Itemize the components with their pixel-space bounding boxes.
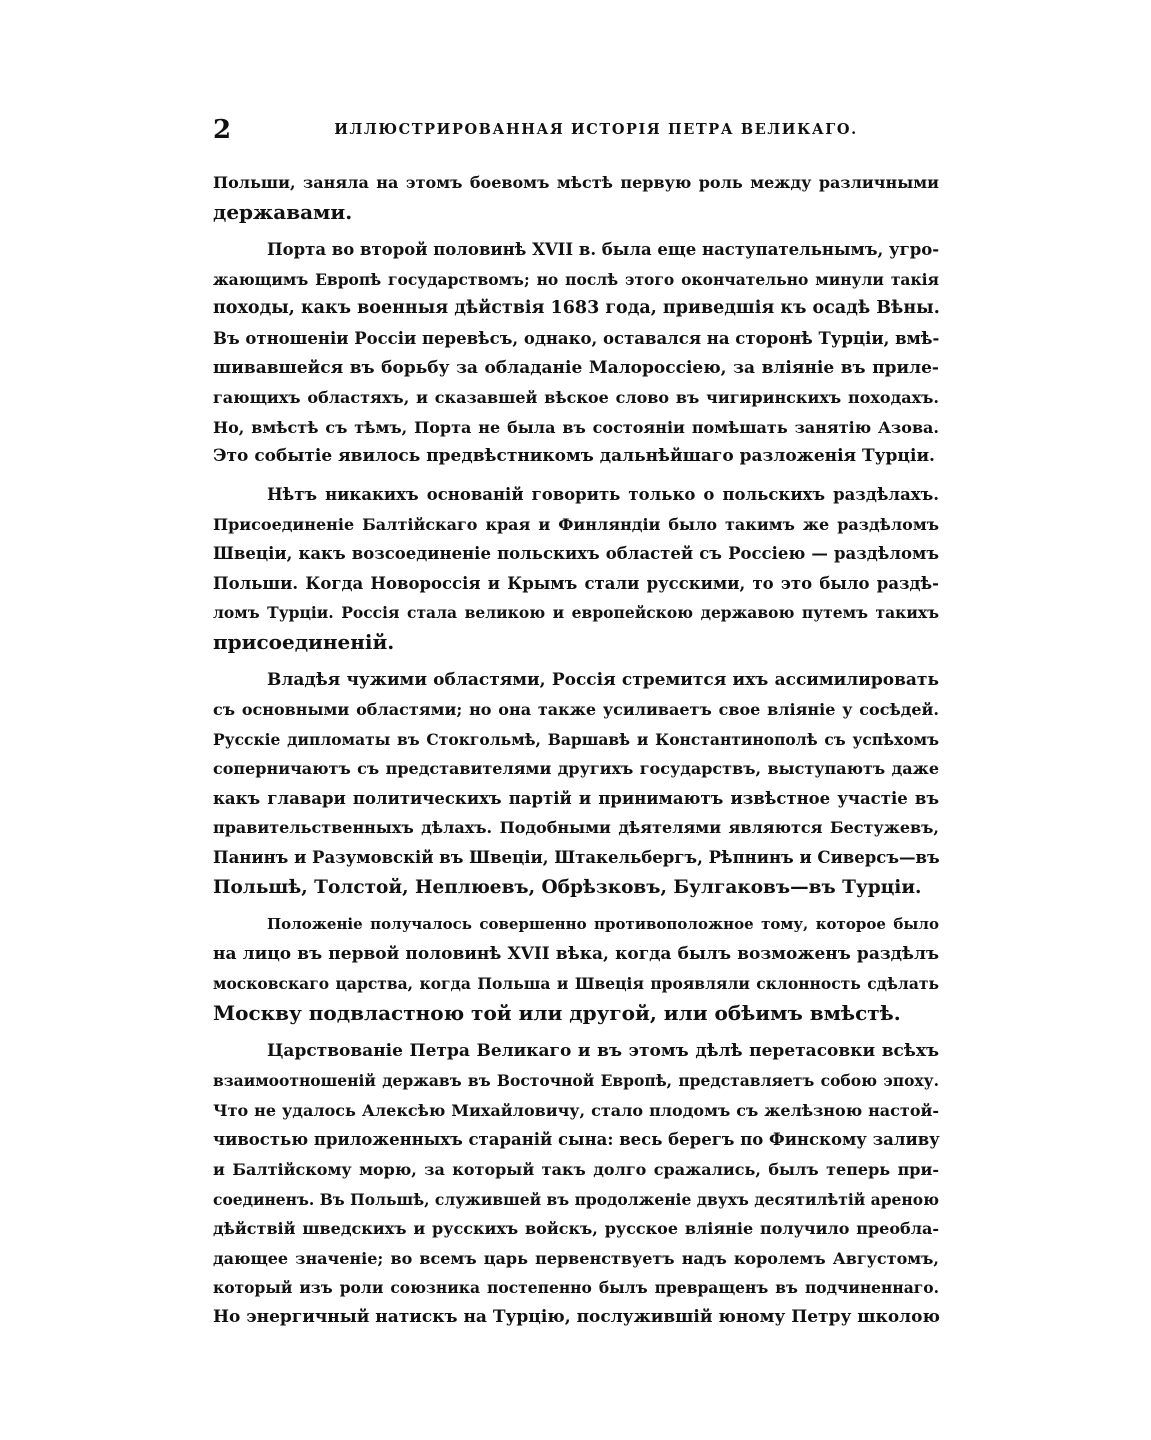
text-line: Польши. Когда Новороссія и Крымъ стали русскими, то это было раздѣ- [213, 573, 939, 593]
book-page [213, 112, 939, 1333]
text-line: гающихъ областяхъ, и сказавшей вѣское слово въ чигиринскихъ походахъ. [213, 388, 939, 408]
paragraph [213, 480, 939, 658]
paragraph [213, 168, 939, 227]
text-line: взаимоотношеній державъ въ Восточной Европѣ, представляетъ собою эпоху. [213, 1071, 939, 1091]
page-number: 2 [213, 115, 232, 145]
text-line: и Балтійскому морю, за который такъ долго сражались, былъ теперь при- [213, 1160, 939, 1179]
text-line: Но энергичный натискъ на Турцію, послужившій юному Петру школою [213, 1306, 940, 1327]
text-line: Царствованіе Петра Великаго и въ этомъ дѣлѣ перетасовки всѣхъ [267, 1040, 939, 1061]
text-line: какъ главари политическихъ партій и принимаютъ извѣстное участіе въ [213, 788, 939, 808]
text-line: Владѣя чужими областями, Россія стремится ихъ ассимилировать [267, 669, 939, 690]
text-line: Присоединеніе Балтійскаго края и Финляндіи было такимъ же раздѣломъ [213, 514, 939, 534]
page-header [213, 112, 939, 152]
text-line: соперничаютъ съ представителями другихъ государствъ, выступаютъ даже [213, 759, 939, 779]
text-line: Что не удалось Алексѣю Михайловичу, стало плодомъ съ желѣзною настой- [213, 1100, 939, 1120]
text-line: присоединеній. [213, 629, 395, 654]
text-line: дѣйствій шведскихъ и русскихъ войскъ, русское вліяніе получило преобла- [213, 1219, 939, 1239]
text-line: съ основными областями; но она также усиливаетъ свое вліяніе у сосѣдей. [213, 700, 939, 720]
text-line: Порта во второй половинѣ XVII в. была еще наступательнымъ, угро- [267, 240, 940, 260]
text-line: Москву подвластною той или другой, или обѣимъ вмѣстѣ. [213, 1001, 901, 1026]
body-text [213, 168, 939, 1333]
text-line: на лицо въ первой половинѣ XVII вѣка, когда былъ возможенъ раздѣлъ [213, 943, 939, 964]
text-line: Положеніе получалось совершенно противоположное тому, которое было [267, 915, 939, 934]
text-line: Но, вмѣстѣ съ тѣмъ, Порта не была въ состояніи помѣшать занятію Азова. [213, 417, 939, 437]
text-line: жающимъ Европѣ государствомъ; но послѣ этого окончательно минули такія [213, 269, 939, 289]
text-line: Панинъ и Разумовскій въ Швеціи, Штакельбергъ, Рѣпнинъ и Сиверсъ—въ [213, 848, 940, 868]
text-line: державами. [213, 199, 353, 224]
text-line: Нѣтъ никакихъ основаній говорить только о польскихъ раздѣлахъ. [267, 484, 939, 504]
text-line: шивавшейся въ борьбу за обладаніе Малороссіею, за вліяніе въ приле- [213, 357, 939, 378]
text-line: походы, какъ военныя дѣйствія 1683 года, приведшія къ осадѣ Вѣны. [213, 298, 940, 319]
text-line: ломъ Турціи. Россія стала великою и европейскою державою путемъ такихъ [213, 603, 939, 623]
text-line: Это событіе явилось предвѣстникомъ дальнѣйшаго разложенія Турціи. [213, 446, 935, 467]
text-line: Въ отношеніи Россіи перевѣсъ, однако, оставался на сторонѣ Турціи, вмѣ- [213, 328, 940, 348]
text-line: Польши, заняла на этомъ боевомъ мѣстѣ первую роль между различными [213, 173, 939, 192]
text-line: Польшѣ, Толстой, Неплюевъ, Обрѣзковъ, Булгаковъ—въ Турціи. [213, 876, 922, 898]
text-line: правительственныхъ дѣлахъ. Подобными дѣятелями являются Бестужевъ, [213, 818, 939, 838]
paragraph [213, 1037, 939, 1333]
text-line: Швеціи, какъ возсоединеніе польскихъ областей съ Россіею — раздѣломъ [213, 544, 939, 564]
text-line: который изъ роли союзника постепенно былъ превращенъ въ подчиненнаго. [213, 1278, 939, 1298]
text-line: дающее значеніе; во всемъ царь первенствуетъ надъ королемъ Августомъ, [213, 1248, 939, 1268]
paragraph [213, 666, 939, 903]
text-line: московскаго царства, когда Польша и Швеція проявляли склонность сдѣлать [213, 974, 939, 994]
running-title: ИЛЛЮСТРИРОВАННАЯ ИСТОРІЯ ПЕТРА ВЕЛИКАГО. [334, 121, 858, 138]
paragraph [213, 910, 939, 1028]
text-line: чивостью приложенныхъ стараній сына: весь берегъ по Финскому заливу [213, 1130, 940, 1150]
paragraph [213, 235, 939, 472]
text-line: соединенъ. Въ Польшѣ, служившей въ продолженіе двухъ десятилѣтій ареною [213, 1189, 939, 1209]
text-line: Русскіе дипломаты въ Стокгольмѣ, Варшавѣ и Константинополѣ съ успѣхомъ [213, 729, 939, 749]
